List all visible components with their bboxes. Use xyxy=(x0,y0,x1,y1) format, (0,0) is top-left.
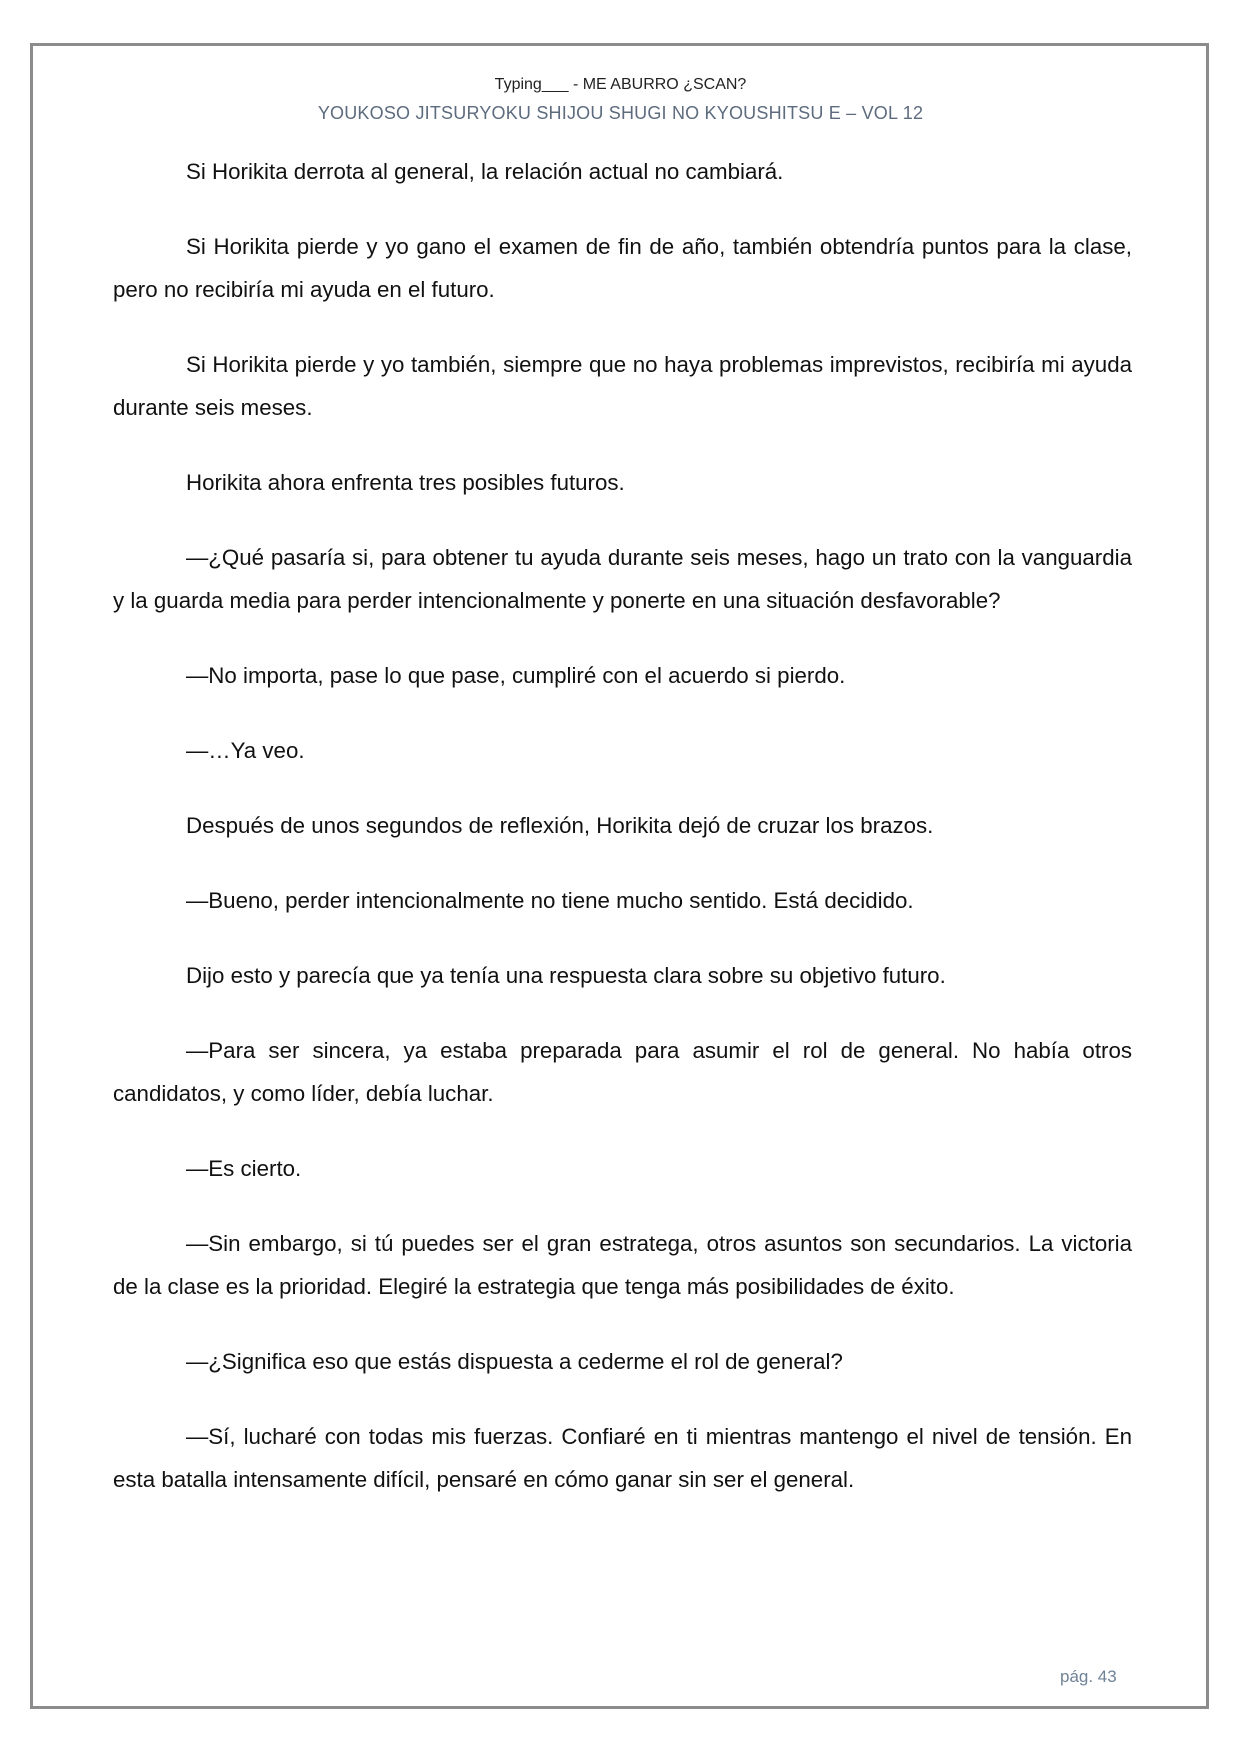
paragraph: Si Horikita derrota al general, la relación actual no cambiará. xyxy=(186,159,784,184)
paragraph: Horikita ahora enfrenta tres posibles futuros. xyxy=(186,470,625,495)
paragraph: —Sin embargo, si tú puedes ser el gran estratega, otros asuntos son secundarios. La victoria de la clase es la prioridad. Elegiré la estrategia que tenga más posibilidades de éxito. xyxy=(113,1231,1132,1299)
paragraph: —¿Qué pasaría si, para obtener tu ayuda durante seis meses, hago un trato con la vanguardia y la guarda media para perder intencionalmente y ponerte en una situación desfavorable? xyxy=(113,545,1132,613)
paragraph: —Sí, lucharé con todas mis fuerzas. Confiaré en ti mientras mantengo el nivel de tensión. En esta batalla intensamente difícil, pensaré en cómo ganar sin ser el general. xyxy=(113,1424,1132,1492)
paragraph: —¿Significa eso que estás dispuesta a cederme el rol de general? xyxy=(186,1349,843,1374)
paragraph: —…Ya veo. xyxy=(186,738,305,763)
paragraph: Si Horikita pierde y yo gano el examen de fin de año, también obtendría puntos para la clase, pero no recibiría mi ayuda en el futuro. xyxy=(113,234,1132,302)
paragraph: —Bueno, perder intencionalmente no tiene mucho sentido. Está decidido. xyxy=(186,888,914,913)
document-body xyxy=(113,150,1132,1533)
paragraph: Dijo esto y parecía que ya tenía una respuesta clara sobre su objetivo futuro. xyxy=(186,963,946,988)
header-scan-group: Typing___ - ME ABURRO ¿SCAN? xyxy=(494,76,747,93)
header-book-title: YOUKOSO JITSURYOKU SHIJOU SHUGI NO KYOUSHITSU E – VOL 12 xyxy=(317,103,924,123)
page-number: pág. 43 xyxy=(1060,1667,1117,1686)
paragraph: —No importa, pase lo que pase, cumpliré con el acuerdo si pierdo. xyxy=(186,663,846,688)
paragraph: —Para ser sincera, ya estaba preparada para asumir el rol de general. No había otros candidatos, y como líder, debía luchar. xyxy=(113,1038,1132,1106)
paragraph: —Es cierto. xyxy=(186,1156,302,1181)
paragraph: Si Horikita pierde y yo también, siempre que no haya problemas imprevistos, recibiría mi ayuda durante seis meses. xyxy=(113,352,1132,420)
paragraph: Después de unos segundos de reflexión, Horikita dejó de cruzar los brazos. xyxy=(186,813,934,838)
